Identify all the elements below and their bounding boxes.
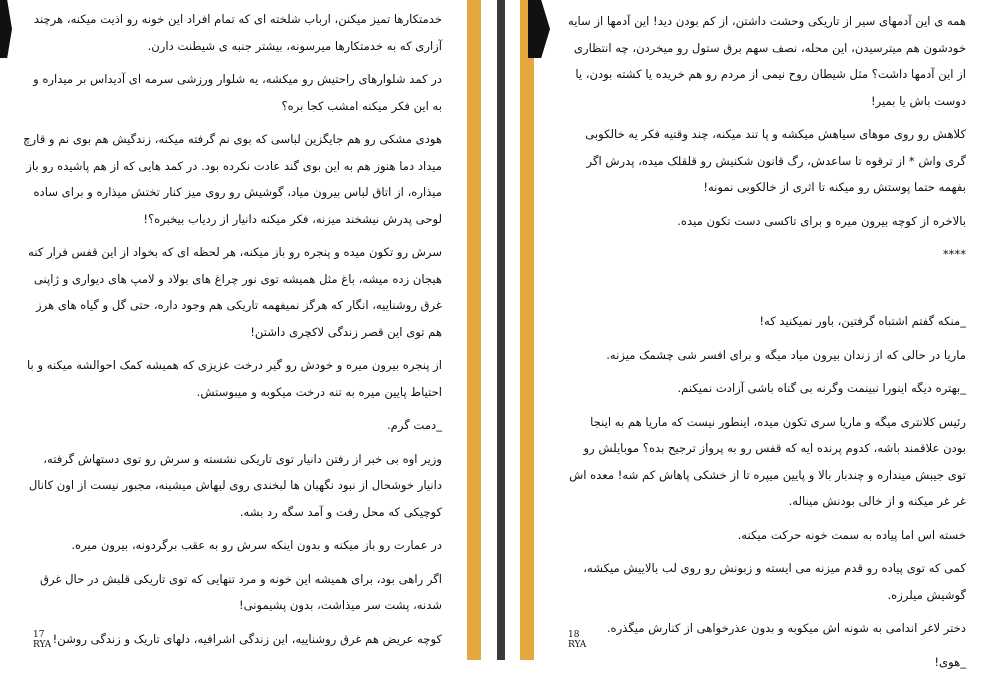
paragraph: کمی که توی پیاده رو قدم میزنه می ایسته و زبونش رو روی لب بالاییش میکشه، گوشیش میلرزه. [583, 561, 966, 602]
book-gutter [497, 0, 505, 660]
right-gold-spine-strip [520, 0, 534, 660]
left-gold-spine-strip [467, 0, 481, 660]
paragraph: اگر راهی بود، برای همیشه این خونه و مرد تنهایی که توی تاریکی قلبش در حال غرق شدنه، پشت سر میذاشت، بدون پشیمونی! [39, 571, 442, 612]
paragraph: خدمتکارها تمیز میکنن، ارباب شلخته ای که تمام افراد این خونه رو اذیت میکنه، هرچند آزاری که به خدمتکارها میرسونه، بیشتر جنبه ی شیطنت دارن. [33, 12, 442, 53]
paragraph: رئیس کلانتری میگه و ماریا سری تکون میده، اینطور نیست که ماریا هم به اینجا بودن علاقمند باشه، کدوم پرنده ایه که قفس رو به پرواز ترجیح بده؟ موبایلش رو توی جیبش مینداره و چندبار بالا و پایین میپره تا از خشکی پاهاش کم شه! معده اش غر غر میکنه و از خالی بودنش میناله. [569, 414, 966, 508]
left-page-footer [33, 630, 51, 650]
right-page-footer [568, 630, 586, 650]
paragraph: همه ی این آدمهای سیر از تاریکی وحشت داشتن، از کم بودن دید! این آدمها از سایه خودشون هم میترسیدن، این محله، نصف سهم برق ستول رو میخردن، چه انتظاری از این آدمها داشت؟ مثل شیطان روح نیمی از مردم رو هم خریده یا کشته بودن، یا دوست باش یا بمیر! [568, 14, 966, 108]
paragraph: _بهتره دیگه اینورا نبینمت وگرنه بی گناه باشی آزادت نمیکنم. [677, 381, 966, 395]
paragraph: دختر لاغر اندامی به شونه اش میکوبه و بدون عذرخواهی از کنارش میگذره. [606, 621, 966, 635]
footer-label: RYA [568, 640, 587, 650]
paragraph: خسته اس اما پیاده به سمت خونه حرکت میکنه. [737, 527, 966, 542]
paragraph: وزیر اوه بی خبر از رفتن دانیار توی تاریکی نشسته و سرش رو توی دستهاش گرفته، دانیار خوشحال از نبود نگهبان ها لبخندی روی لبهاش میشینه، مجبور نیست از اون کانال کوچیکی که محل رفت و آمد سگه رد بشه. [28, 451, 442, 519]
paragraph: سرش رو تکون میده و پنجره رو باز میکنه، هر لحظه ای که بخواد از این قفس فرار کنه هیجان زده میشه، باغ مثل همیشه توی نور چراغ های بولاد و لامپ های دیواری و ژاپنی غرق روشناییه، انگار که هرگز نمیفهمه تاریکی هم وجود داره، حتی گل و گیاه های هرز هم توی این قصر زندگی لاکچری داشتن! [28, 245, 442, 339]
right-bookmark-tab [528, 0, 550, 58]
paragraph: کوچه عریض هم غرق روشناییه، این زندگی اشرافیه، دلهای تاریک و زندگی روشن! [52, 631, 442, 646]
paragraph: _دمت گرم. [386, 418, 442, 432]
paragraph: _منکه گفتم اشتباه گرفتین، باور نمیکنید که! [759, 314, 966, 328]
blank-line [568, 275, 966, 302]
right-page-body [568, 8, 966, 682]
footer-label: RYA [33, 640, 52, 650]
page-number: 18 [568, 630, 580, 640]
paragraph: در عمارت رو باز میکنه و بدون اینکه سرش رو به عقب برگردونه، بیرون میره. [71, 538, 442, 552]
left-page-body [22, 6, 442, 659]
paragraph: بالاخره از کوچه بیرون میره و برای تاکسی دست تکون میده. [677, 213, 966, 228]
paragraph: کلاهش رو روی موهای سیاهش میکشه و پا تند میکنه، چند وقتیه فکر یه خالکوبی گری واش * از ترقوه تا ساعدش، رگ قانون شکنیش رو قلقلک میده، پدرش اگر بفهمه حتما پوستش رو میکنه تا اثری از خالکوبی نمونه! [585, 127, 966, 194]
paragraph: ماریا در حالی که از زندان بیرون میاد میگه و برای افسر شی چشمک میزنه. [606, 347, 966, 362]
paragraph: هودی مشکی رو هم جایگزین لباسی که بوی نم گرفته میکنه، زندگیش هم بوی نم و قارچ میداد دما هنوز هم به این بوی گند عادت نکرده بود. در کمد هایی که از هم پاشیده رو باز میذاره، از اتاق لباس بیرون میاد، گوشیش رو روی میز کنار تختش میذاره و برای ساده لوحی پدرش نیشخند میزنه، فکر میکنه دانیار از ردیاب بیخبره؟! [23, 132, 442, 226]
paragraph: در کمد شلوارهای راحتیش رو میکشه، یه شلوار ورزشی سرمه ای آدیداس بر میداره و به این فکر میکنه امشب کجا بره؟ [33, 72, 442, 113]
paragraph: از پنجره بیرون میره و خودش رو گیر درخت عزیزی که همیشه کمک احوالشه میکنه و با احتیاط پایین میره به تنه درخت میکوبه و میبوستش. [27, 358, 442, 399]
paragraph: _هوی! [934, 654, 966, 669]
section-break: **** [942, 247, 966, 261]
page-number: 17 [33, 630, 45, 640]
